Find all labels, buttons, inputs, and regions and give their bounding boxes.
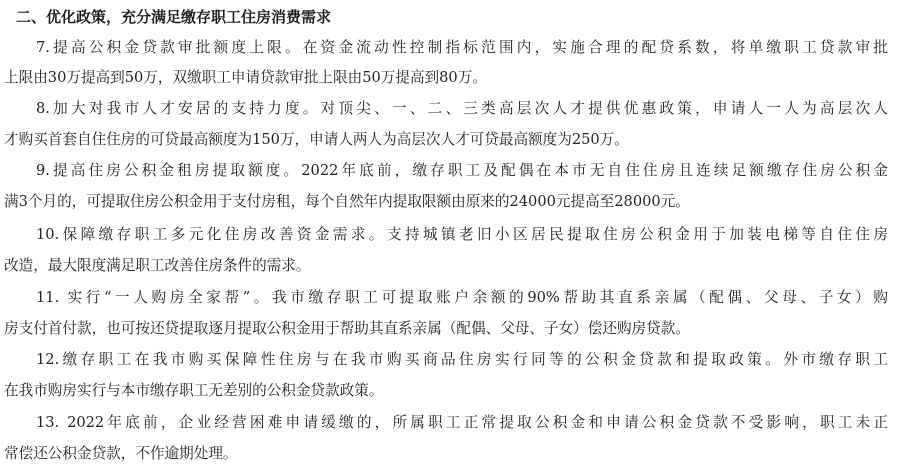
paragraph-10-line-1: 10.保障缴存职工多元化住房改善资金需求。支持城镇老旧小区居民提取住房公积金用于加装电梯等自住住房 (36, 226, 888, 243)
paragraph-12-line-1: 12.缴存职工在我市购买保障性住房与在我市购买商品住房实行同等的公积金贷款和提取政策。外市缴存职工 (36, 351, 888, 368)
paragraph-9-line-2: 满3个月的，可提取住房公积金用于支付房租，每个自然年内提取限额由原来的24000元提高至28000元。 (4, 193, 690, 210)
paragraph-9-line-1: 9.提高住房公积金租房提取额度。2022年底前，缴存职工及配偶在本市无自住住房且连续足额缴存住房公积金 (36, 162, 888, 179)
paragraph-7-line-2: 上限由30万提高到50万，双缴职工申请贷款审批上限由50万提高到80万。 (4, 69, 487, 86)
paragraph-11-line-2: 房支付首付款，也可按还贷提取逐月提取公积金用于帮助其直系亲属（配偶、父母、子女）偿还购房贷款。 (4, 320, 690, 337)
paragraph-12-line-2: 在我市购房实行与本市缴存职工无差别的公积金贷款政策。 (4, 382, 384, 399)
paragraph-13-line-2: 常偿还公积金贷款，不作逾期处理。 (4, 445, 238, 462)
paragraph-11-line-1: 11. 实行“一人购房全家帮”。我市缴存职工可提取账户余额的90%帮助其直系亲属（配偶、父母、子女）购 (36, 289, 888, 306)
paragraph-8-line-1: 8.加大对我市人才安居的支持力度。对顶尖、一、二、三类高层次人才提供优惠政策，申请人一人为高层次人 (36, 100, 888, 117)
paragraph-8-line-2: 才购买首套自住住房的可贷最高额度为150万，申请人两人为高层次人才可贷最高额度为250万。 (4, 131, 629, 148)
paragraph-7-line-1: 7.提高公积金贷款审批额度上限。在资金流动性控制指标范围内，实施合理的配贷系数，将单缴职工贷款审批 (36, 39, 888, 56)
paragraph-10-line-2: 改造，最大限度满足职工改善住房条件的需求。 (4, 257, 311, 274)
paragraph-13-line-1: 13. 2022年底前，企业经营困难申请缓缴的，所属职工正常提取公积金和申请公积金贷款不受影响，职工未正 (36, 414, 888, 431)
section-heading: 二、优化政策，充分满足缴存职工住房消费需求 (16, 8, 332, 26)
